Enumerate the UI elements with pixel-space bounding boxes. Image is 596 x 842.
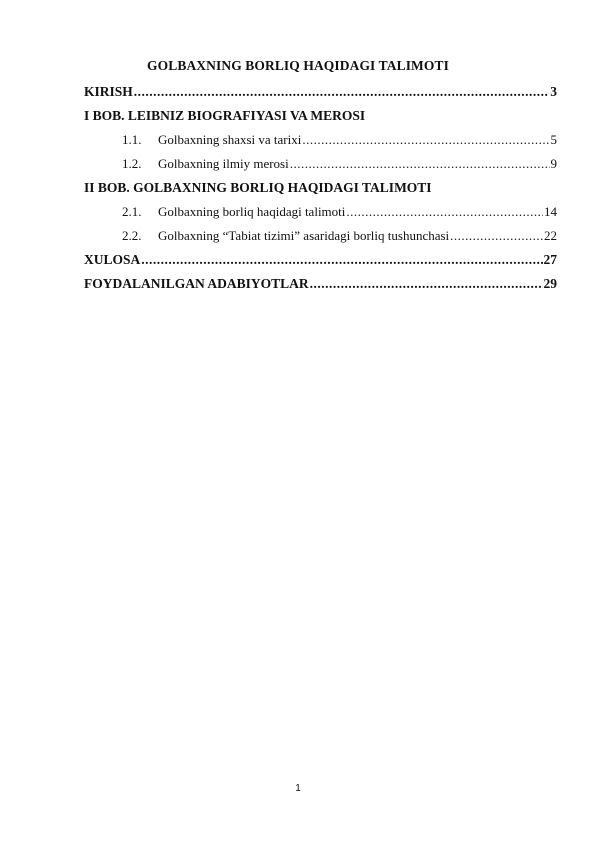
toc-entry-number: 2.1. [122, 204, 142, 219]
toc-chapter-2 [84, 176, 557, 200]
toc-entry-1-2 [84, 152, 557, 176]
toc-entry-page: 29 [543, 276, 557, 291]
dot-leader [134, 80, 549, 104]
toc-entry-page: 9 [550, 156, 557, 171]
dot-leader [310, 272, 543, 296]
toc-entry-label: Golbaxning shaxsi va tarixi [158, 132, 302, 147]
toc-entry-number: 1.2. [122, 156, 142, 171]
toc-entry-label: XULOSA [84, 252, 141, 267]
toc-entry-2-2 [84, 224, 557, 248]
toc-entry-label: Golbaxning ilmiy merosi [158, 156, 289, 171]
toc-entry-label: FOYDALANILGAN ADABIYOTLAR [84, 276, 309, 291]
dot-leader [141, 248, 542, 272]
toc-chapter-label: I BOB. LEIBNIZ BIOGRAFIYASI VA MEROSI [84, 108, 366, 123]
toc-entry-page: 5 [550, 132, 557, 147]
toc-entry-2-1 [84, 200, 557, 224]
dot-leader [302, 128, 549, 152]
table-of-contents [84, 80, 557, 296]
page-number: 1 [295, 783, 301, 794]
toc-entry-1-1 [84, 128, 557, 152]
dot-leader [346, 200, 543, 224]
toc-entry-kirish [84, 80, 557, 104]
toc-entry-number: 2.2. [122, 228, 142, 243]
toc-entry-page: 3 [550, 84, 557, 99]
document-title: GOLBAXNING BORLIQ HAQIDAGI TALIMOTI [147, 58, 449, 73]
toc-entry-page: 22 [544, 228, 557, 243]
toc-entry-label: KIRISH [84, 84, 133, 99]
toc-entry-adabiyotlar [84, 272, 557, 296]
toc-entry-xulosa [84, 248, 557, 272]
toc-chapter-1 [84, 104, 557, 128]
toc-entry-page: 27 [543, 252, 557, 267]
toc-chapter-label: II BOB. GOLBAXNING BORLIQ HAQIDAGI TALIMOTI [84, 180, 432, 195]
toc-entry-number: 1.1. [122, 132, 142, 147]
toc-entry-page: 14 [544, 204, 557, 219]
dot-leader [290, 152, 550, 176]
dot-leader [450, 224, 543, 248]
toc-entry-label: Golbaxning borliq haqidagi talimoti [158, 204, 346, 219]
toc-entry-label: Golbaxning “Tabiat tizimi” asaridagi borliq tushunchasi [158, 228, 450, 243]
